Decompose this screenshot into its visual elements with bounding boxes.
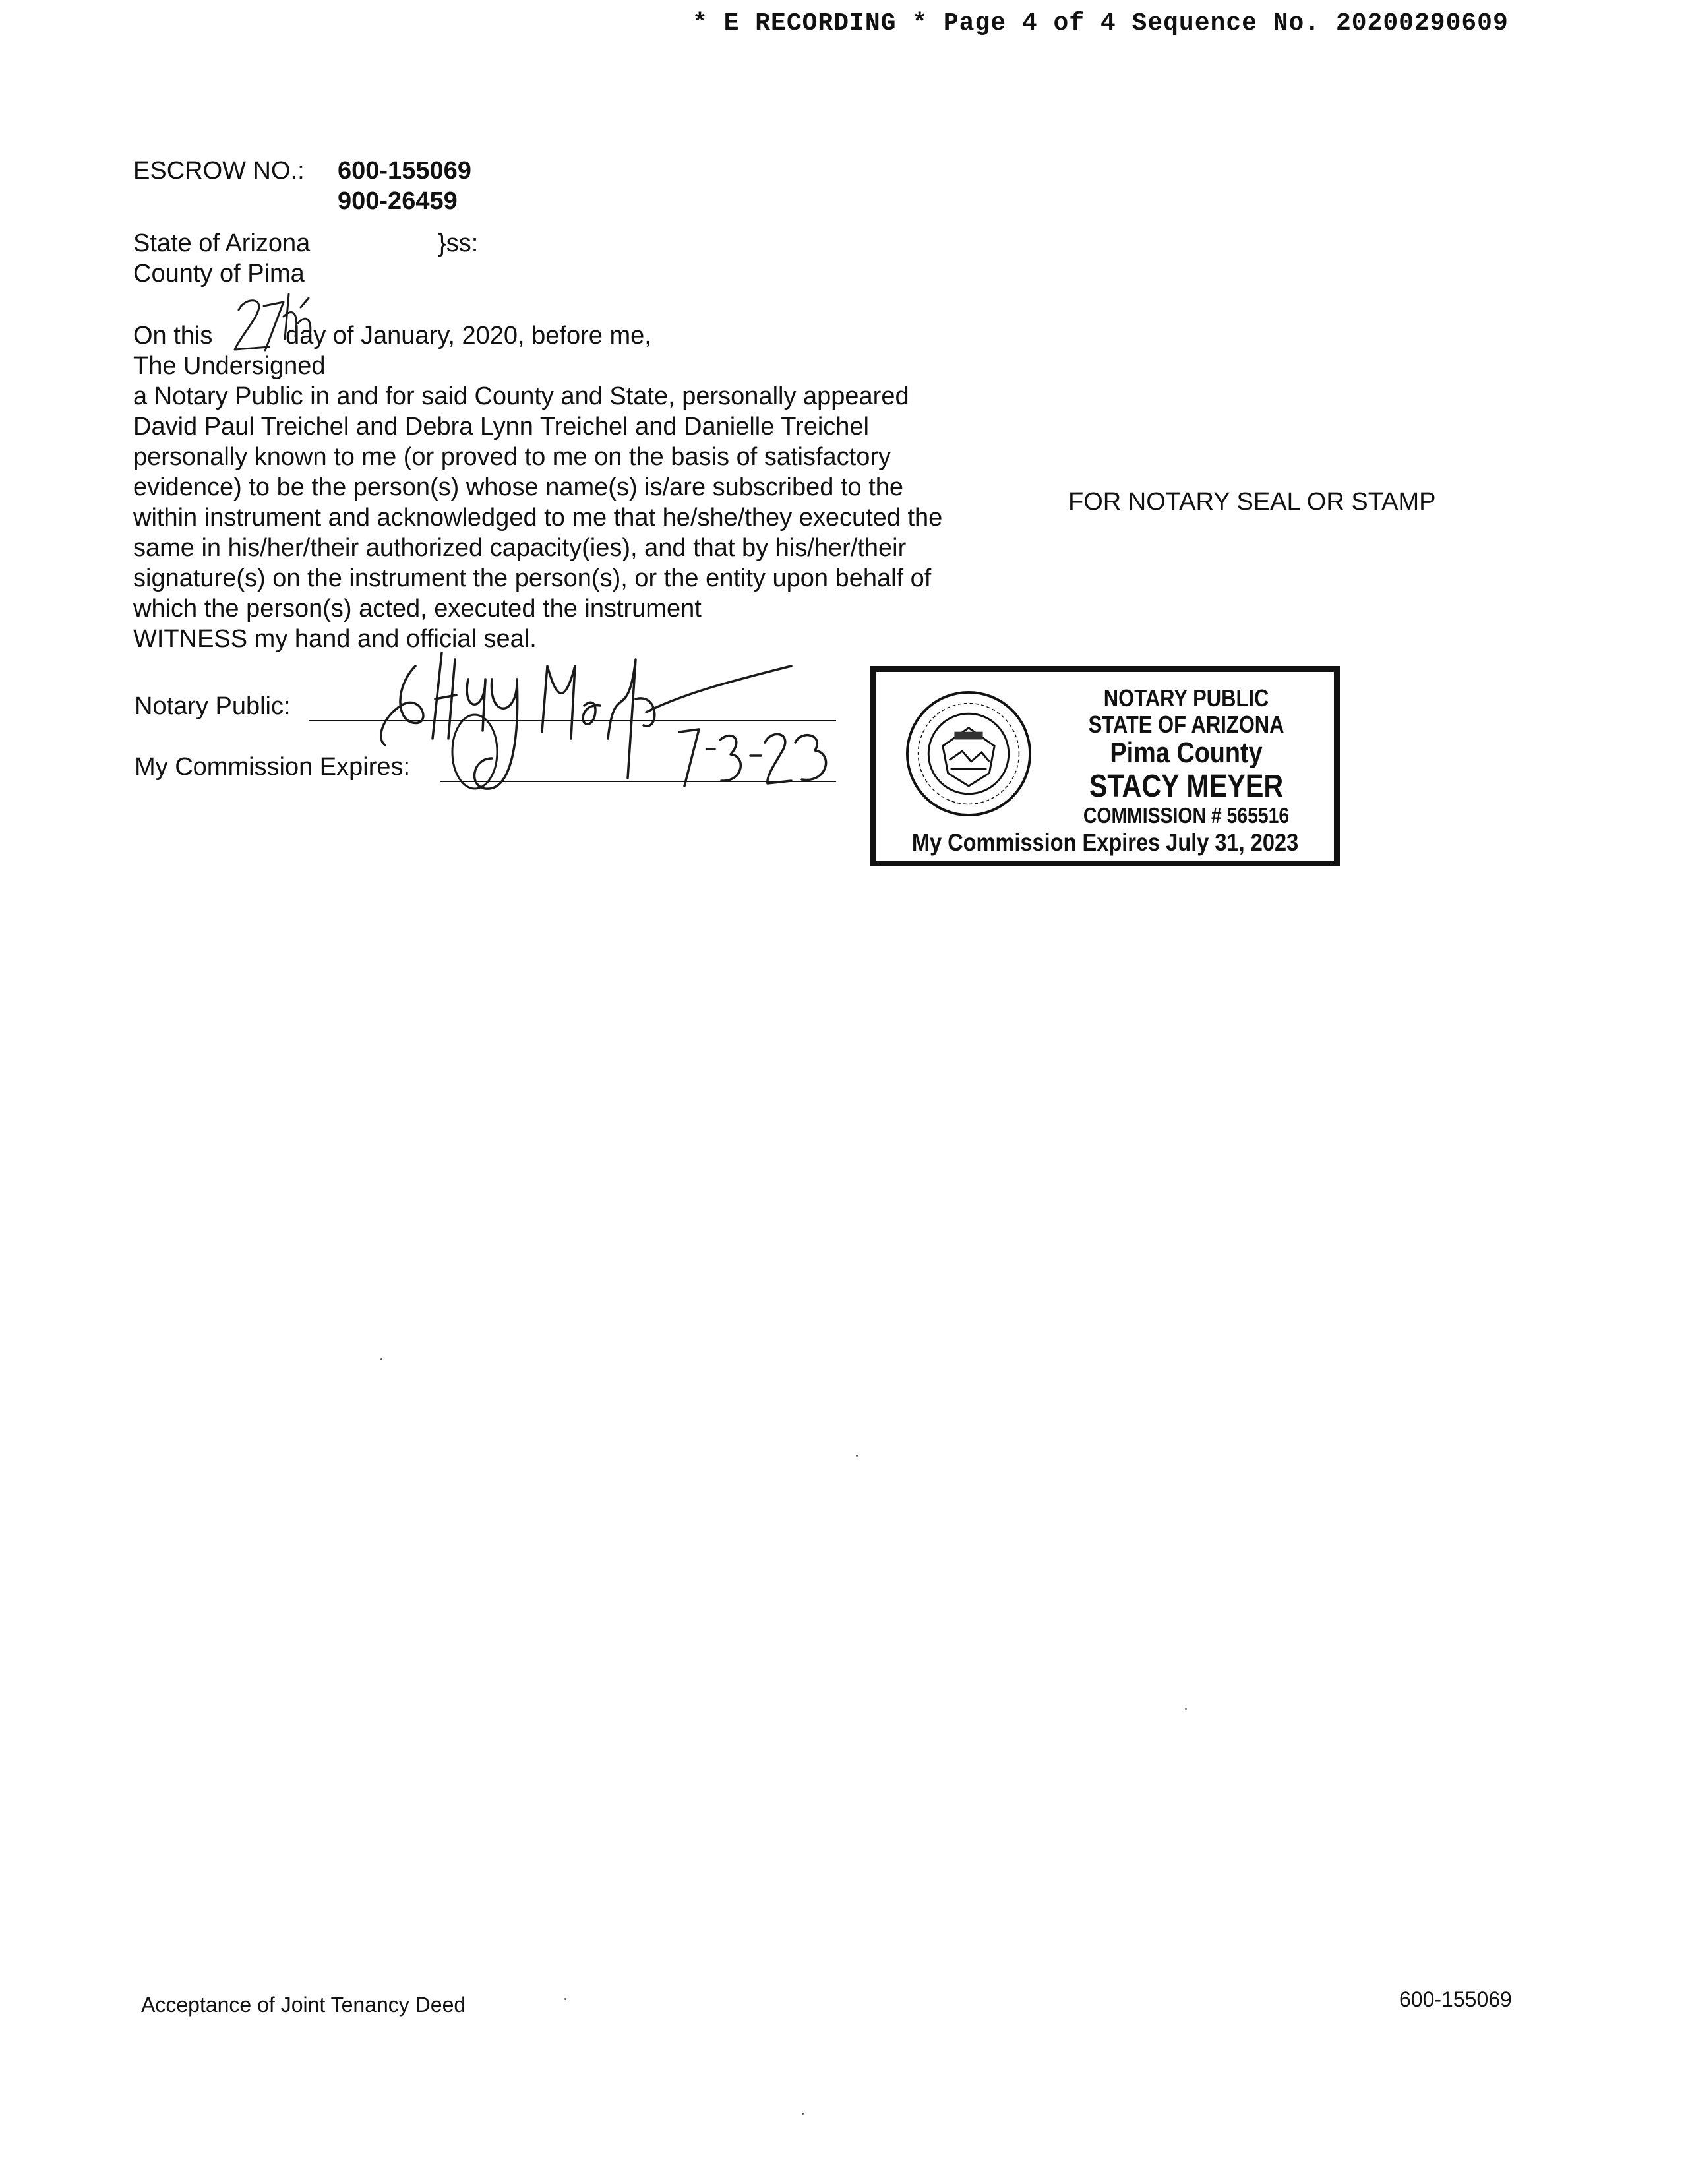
scan-speck	[802, 2113, 804, 2115]
scan-speck	[380, 1358, 382, 1360]
notary-signature	[369, 640, 804, 798]
stamp-text	[1035, 685, 1338, 828]
venue-state: State of Arizona	[133, 229, 311, 257]
stamp-expiration: My Commission Expires July 31, 2023	[911, 829, 1299, 856]
notary-signature-line	[309, 720, 836, 721]
acknowledgment-line: WITNESS my hand and official seal.	[133, 625, 537, 653]
acknowledgment-line: signature(s) on the instrument the person(s), or the entity upon behalf of	[133, 564, 932, 592]
escrow-number-primary: 600-155069	[338, 157, 471, 185]
seal-note: FOR NOTARY SEAL OR STAMP	[1068, 488, 1436, 516]
venue-county: County of Pima	[133, 260, 305, 288]
scan-speck	[856, 1455, 858, 1457]
commission-expires-line	[440, 781, 836, 782]
commission-expires-label: My Commission Expires:	[135, 753, 411, 781]
stamp-state: STATE OF ARIZONA	[1088, 710, 1284, 738]
arizona-seal-icon	[904, 689, 1033, 818]
notary-public-label: Notary Public:	[135, 692, 291, 720]
acknowledgment-line: which the person(s) acted, executed the instrument	[133, 595, 702, 622]
stamp-commission-number: COMMISSION # 565516	[1083, 803, 1290, 828]
handwritten-expiry	[673, 723, 851, 795]
stamp-notary-name: STACY MEYER	[1089, 768, 1284, 804]
escrow-number-secondary: 900-26459	[338, 187, 458, 215]
acknowledgment-line: personally known to me (or proved to me on the basis of satisfactory	[133, 443, 891, 471]
escrow-label: ESCROW NO.:	[133, 157, 305, 185]
scan-speck	[564, 1998, 566, 2000]
acknowledgment-date-line	[133, 320, 651, 351]
acknowledgment-paragraph	[133, 351, 942, 654]
acknowledgment-line: evidence) to be the person(s) whose name(s) is/are subscribed to the	[133, 473, 904, 501]
acknowledgment-line: The Undersigned	[133, 352, 326, 380]
on-this-prefix: On this	[133, 322, 213, 349]
acknowledgment-line: same in his/her/their authorized capacity(ies), and that by his/her/their	[133, 534, 907, 562]
stamp-county: Pima County	[1110, 737, 1263, 770]
escrow-numbers	[338, 156, 471, 216]
stamp-notary-public: NOTARY PUBLIC	[1103, 684, 1269, 712]
acknowledgment-line: a Notary Public in and for said County and State, personally appeared	[133, 382, 909, 410]
acknowledgment-line: within instrument and acknowledged to me that he/she/they executed the	[133, 504, 943, 531]
notary-stamp	[870, 666, 1340, 866]
recording-header: * E RECORDING * Page 4 of 4 Sequence No. 20200290609	[692, 9, 1509, 38]
venue-ss: }ss:	[438, 229, 479, 257]
acknowledgment-line: David Paul Treichel and Debra Lynn Treichel and Danielle Treichel	[133, 413, 869, 440]
footer-document-title: Acceptance of Joint Tenancy Deed	[141, 1993, 466, 2017]
scan-speck	[1185, 1708, 1187, 1710]
footer-escrow-number: 600-155069	[1399, 1987, 1512, 2011]
on-this-suffix: day of January, 2020, before me,	[285, 322, 651, 349]
